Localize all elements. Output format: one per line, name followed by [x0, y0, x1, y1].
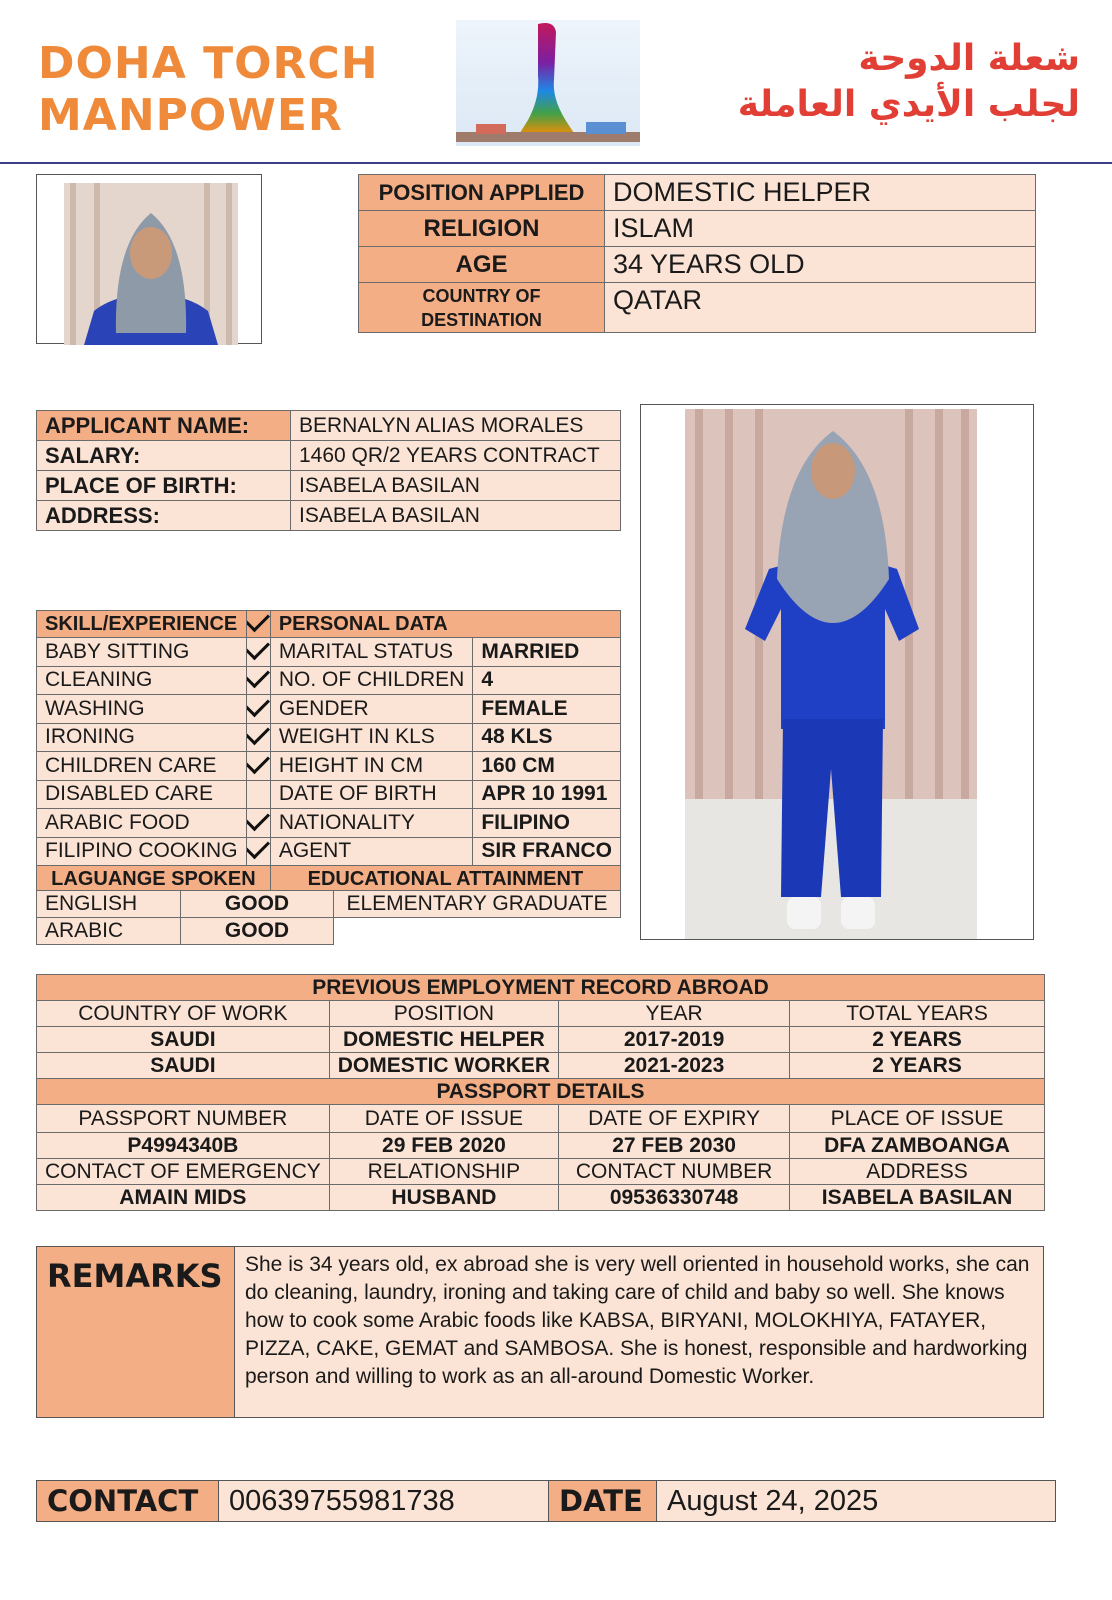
- religion-value: ISLAM: [605, 211, 1036, 247]
- employment-col: YEAR: [559, 1001, 790, 1027]
- personal-value: MARRIED: [473, 638, 621, 667]
- language-header: LAGUANGE SPOKEN: [37, 866, 271, 893]
- remarks-section: [36, 1246, 1044, 1418]
- personal-value: FILIPINO: [473, 809, 621, 838]
- birthplace-value: ISABELA BASILAN: [291, 471, 621, 501]
- skill-check-cell: [246, 666, 270, 695]
- skill-row: [37, 638, 621, 667]
- passport-title: PASSPORT DETAILS: [37, 1079, 1045, 1105]
- education-header: EDUCATIONAL ATTAINMENT: [270, 866, 620, 893]
- arabic-line1: شعلة الدوحة: [858, 38, 1080, 79]
- salary-label: SALARY:: [37, 441, 291, 471]
- skill-check-cell: [246, 638, 270, 667]
- skill-row: [37, 809, 621, 838]
- education-table: [333, 890, 621, 918]
- personal-label: NO. OF CHILDREN: [270, 666, 473, 695]
- passport-col: PLACE OF ISSUE: [790, 1105, 1045, 1133]
- employment-title: PREVIOUS EMPLOYMENT RECORD ABROAD: [37, 975, 1045, 1001]
- date-value: August 24, 2025: [657, 1481, 1055, 1521]
- remarks-label: REMARKS: [37, 1247, 235, 1417]
- personal-label: AGENT: [270, 837, 473, 866]
- skill-row: [37, 723, 621, 752]
- skill-name: DISABLED CARE: [37, 780, 247, 809]
- skill-name: BABY SITTING: [37, 638, 247, 667]
- check-icon: [246, 695, 270, 717]
- personal-label: NATIONALITY: [270, 809, 473, 838]
- torch-logo: [456, 20, 640, 146]
- religion-label: RELIGION: [359, 211, 605, 247]
- skill-check-cell: [246, 809, 270, 838]
- company-name: [38, 38, 379, 142]
- contact-label: CONTACT: [37, 1481, 219, 1521]
- personal-value: SIR FRANCO: [473, 837, 621, 866]
- position-table: [358, 174, 1036, 333]
- skills-personal-table: [36, 610, 621, 893]
- personal-value: APR 10 1991: [473, 780, 621, 809]
- age-value: 34 YEARS OLD: [605, 247, 1036, 283]
- personal-label: HEIGHT IN CM: [270, 752, 473, 781]
- salary-value: 1460 QR/2 YEARS CONTRACT: [291, 441, 621, 471]
- position-label: POSITION APPLIED: [359, 175, 605, 211]
- applicant-name-value: BERNALYN ALIAS MORALES: [291, 411, 621, 441]
- company-name-arabic: [660, 36, 1080, 128]
- language-name: ENGLISH: [37, 891, 181, 918]
- skill-name: FILIPINO COOKING: [37, 837, 247, 866]
- applicant-table: [36, 410, 621, 531]
- address-value: ISABELA BASILAN: [291, 501, 621, 531]
- employment-cell: SAUDI: [37, 1053, 330, 1079]
- passport-cell: P4994340B: [37, 1133, 330, 1159]
- remarks-text: She is 34 years old, ex abroad she is very well oriented in household works, she can do cleaning, laundry, ironing and taking care of child and baby so well. She knows how to cook some Arabic foods like KABSA, BIRYANI, MOLOKHIYA, FATAYER, PIZZA, CAKE, GEMAT and SAMBOSA. She is honest, responsible and hardworking person and willing to work as an all-around Domestic Worker.: [235, 1247, 1043, 1417]
- employment-cell: 2017-2019: [559, 1027, 790, 1053]
- skill-check-cell: [246, 780, 270, 809]
- skill-row: [37, 780, 621, 809]
- check-icon: [246, 837, 270, 859]
- employment-col: COUNTRY OF WORK: [37, 1001, 330, 1027]
- skills-header: SKILL/EXPERIENCE: [37, 611, 247, 638]
- check-icon: [246, 752, 270, 774]
- check-icon: [246, 809, 270, 831]
- personal-label: MARITAL STATUS: [270, 638, 473, 667]
- passport-cell: DFA ZAMBOANGA: [790, 1133, 1045, 1159]
- emergency-cell: 09536330748: [559, 1185, 790, 1211]
- date-label: DATE: [549, 1481, 657, 1521]
- language-table: [36, 890, 334, 945]
- employment-cell: 2 YEARS: [790, 1053, 1045, 1079]
- emergency-col: CONTACT OF EMERGENCY: [37, 1159, 330, 1185]
- personal-value: 4: [473, 666, 621, 695]
- personal-header: PERSONAL DATA: [270, 611, 620, 638]
- employment-col: POSITION: [329, 1001, 558, 1027]
- company-name-line1: DOHA TORCH: [38, 38, 379, 89]
- skill-row: [37, 695, 621, 724]
- employment-cell: DOMESTIC HELPER: [329, 1027, 558, 1053]
- employment-cell: 2021-2023: [559, 1053, 790, 1079]
- personal-value: 48 KLS: [473, 723, 621, 752]
- employment-col: TOTAL YEARS: [790, 1001, 1045, 1027]
- passport-col: DATE OF EXPIRY: [559, 1105, 790, 1133]
- language-name: ARABIC: [37, 918, 181, 945]
- skill-name: IRONING: [37, 723, 247, 752]
- skill-check-cell: [246, 723, 270, 752]
- education-value: ELEMENTARY GRADUATE: [334, 891, 621, 918]
- destination-value: QATAR: [605, 283, 1036, 333]
- destination-label: COUNTRY OF DESTINATION: [359, 283, 605, 333]
- skills-header-check: [246, 611, 270, 638]
- check-icon: [246, 723, 270, 745]
- address-label: ADDRESS:: [37, 501, 291, 531]
- passport-col: DATE OF ISSUE: [329, 1105, 558, 1133]
- check-icon: [246, 611, 270, 633]
- skill-check-cell: [246, 695, 270, 724]
- personal-label: DATE OF BIRTH: [270, 780, 473, 809]
- skill-row: [37, 666, 621, 695]
- language-level: GOOD: [181, 918, 334, 945]
- contact-number: 00639755981738: [219, 1481, 549, 1521]
- emergency-col: RELATIONSHIP: [329, 1159, 558, 1185]
- records-table: [36, 974, 1045, 1211]
- age-label: AGE: [359, 247, 605, 283]
- check-icon: [246, 666, 270, 688]
- portrait-photo: [36, 174, 262, 344]
- emergency-col: ADDRESS: [790, 1159, 1045, 1185]
- skill-row: [37, 752, 621, 781]
- employment-cell: DOMESTIC WORKER: [329, 1053, 558, 1079]
- passport-cell: 27 FEB 2030: [559, 1133, 790, 1159]
- emergency-cell: ISABELA BASILAN: [790, 1185, 1045, 1211]
- passport-col: PASSPORT NUMBER: [37, 1105, 330, 1133]
- passport-cell: 29 FEB 2020: [329, 1133, 558, 1159]
- contact-footer: [36, 1480, 1056, 1522]
- company-name-line2: MANPOWER: [38, 90, 343, 141]
- employment-cell: SAUDI: [37, 1027, 330, 1053]
- skill-name: CLEANING: [37, 666, 247, 695]
- skill-row: [37, 837, 621, 866]
- skill-name: WASHING: [37, 695, 247, 724]
- skill-check-cell: [246, 837, 270, 866]
- skill-name: CHILDREN CARE: [37, 752, 247, 781]
- birthplace-label: PLACE OF BIRTH:: [37, 471, 291, 501]
- skill-name: ARABIC FOOD: [37, 809, 247, 838]
- full-body-photo: [640, 404, 1034, 940]
- emergency-cell: HUSBAND: [329, 1185, 558, 1211]
- skill-check-cell: [246, 752, 270, 781]
- emergency-col: CONTACT NUMBER: [559, 1159, 790, 1185]
- header-divider: [0, 162, 1112, 164]
- applicant-name-label: APPLICANT NAME:: [37, 411, 291, 441]
- personal-label: GENDER: [270, 695, 473, 724]
- language-level: GOOD: [181, 891, 334, 918]
- personal-value: 160 CM: [473, 752, 621, 781]
- arabic-line2: لجلب الأيدي العاملة: [737, 84, 1080, 125]
- employment-cell: 2 YEARS: [790, 1027, 1045, 1053]
- personal-value: FEMALE: [473, 695, 621, 724]
- personal-label: WEIGHT IN KLS: [270, 723, 473, 752]
- position-value: DOMESTIC HELPER: [605, 175, 1036, 211]
- emergency-cell: AMAIN MIDS: [37, 1185, 330, 1211]
- check-icon: [246, 638, 270, 660]
